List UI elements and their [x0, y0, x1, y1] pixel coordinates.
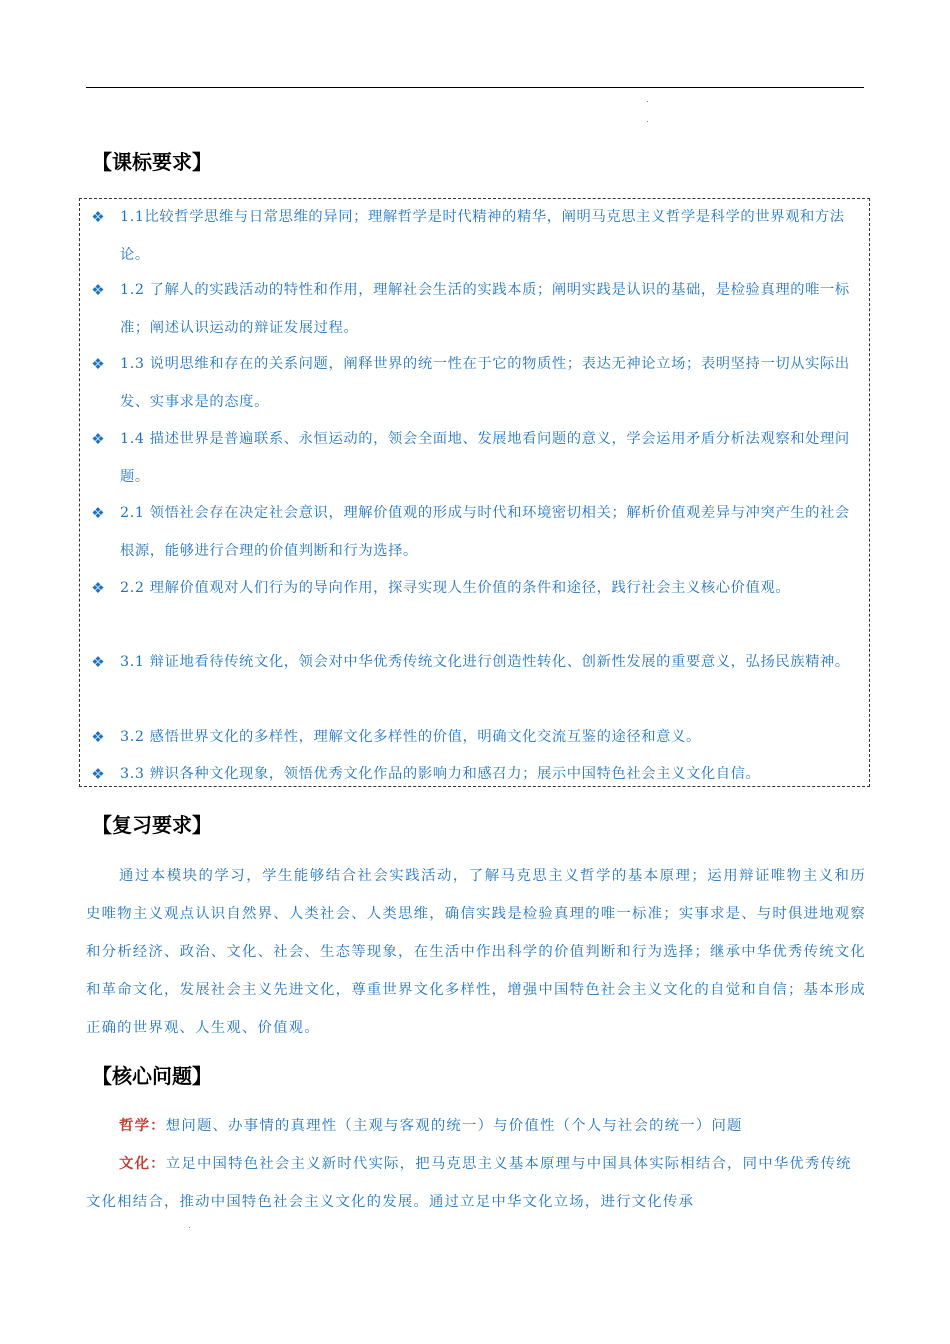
diamond-bullet-icon: ❖ — [91, 208, 105, 226]
standard-text: 1.1比较哲学思维与日常思维的异同；理解哲学是时代精神的精华，阐明马克思主义哲学是科学的世界观和方法论。 — [120, 209, 845, 263]
standard-item — [86, 718, 862, 756]
speck — [647, 121, 648, 122]
standard-item — [86, 569, 862, 644]
speck — [189, 1227, 190, 1228]
standard-item — [86, 755, 862, 793]
core-item-philosophy — [86, 1107, 866, 1145]
heading-core: 【核心问题】 — [92, 1064, 212, 1088]
standard-item — [86, 198, 862, 273]
diamond-bullet-icon: ❖ — [91, 430, 105, 448]
standard-item — [86, 643, 862, 718]
standard-text: 3.1 辩证地看待传统文化，领会对中华优秀传统文化进行创造性转化、创新性发展的重要意义，弘扬民族精神。 — [120, 654, 850, 670]
heading-review: 【复习要求】 — [92, 813, 212, 837]
core-item-culture — [86, 1145, 866, 1221]
diamond-bullet-icon: ❖ — [91, 579, 105, 597]
review-paragraph: 通过本模块的学习，学生能够结合社会实践活动，了解马克思主义哲学的基本原理；运用辩证唯物主义和历史唯物主义观点认识自然界、人类社会、人类思维，确信实践是检验真理的唯一标准；实事求是、与时俱进地观察和分析经济、政治、文化、社会、生态等现象，在生活中作出科学的价值判断和行为选择；继承中华优秀传统文化和革命文化，发展社会主义先进文化，尊重世界文化多样性，增强中国特色社会主义文化的自觉和自信；基本形成正确的世界观、人生观、价值观。 — [86, 868, 866, 1036]
standard-text: 3.3 辨识各种文化现象，领悟优秀文化作品的影响力和感召力；展示中国特色社会主义文化自信。 — [120, 766, 761, 782]
diamond-bullet-icon: ❖ — [91, 355, 105, 373]
speck — [647, 101, 648, 102]
core-text: 立足中国特色社会主义新时代实际，把马克思主义基本原理与中国具体实际相结合，同中华优秀传统文化相结合，推动中国特色社会主义文化的发展。通过立足中华文化立场，进行文化传承 — [86, 1156, 852, 1210]
diamond-bullet-icon: ❖ — [91, 653, 105, 671]
diamond-bullet-icon: ❖ — [91, 728, 105, 746]
standard-item — [86, 420, 862, 495]
core-label: 文化： — [119, 1155, 166, 1172]
standard-text: 2.1 领悟社会存在决定社会意识，理解价值观的形成与时代和环境密切相关；解析价值观差异与冲突产生的社会根源，能够进行合理的价值判断和行为选择。 — [120, 505, 850, 559]
standard-text: 1.2 了解人的实践活动的特性和作用，理解社会生活的实践本质；阐明实践是认识的基础，是检验真理的唯一标准；阐述认识运动的辩证发展过程。 — [120, 282, 850, 336]
core-text: 想问题、办事情的真理性（主观与客观的统一）与价值性（个人与社会的统一）问题 — [165, 1118, 743, 1134]
standard-item — [86, 345, 862, 420]
diamond-bullet-icon: ❖ — [91, 765, 105, 783]
diamond-bullet-icon: ❖ — [91, 504, 105, 522]
standard-text: 3.2 感悟世界文化的多样性，理解文化多样性的价值，明确文化交流互鉴的途径和意义。 — [120, 729, 701, 745]
diamond-bullet-icon: ❖ — [91, 281, 105, 299]
standard-text: 2.2 理解价值观对人们行为的导向作用，探寻实现人生价值的条件和途径，践行社会主义核心价值观。 — [120, 580, 791, 596]
standard-item — [86, 494, 862, 569]
core-label: 哲学： — [119, 1117, 166, 1134]
header-rule — [86, 87, 864, 88]
heading-standards: 【课标要求】 — [92, 150, 212, 174]
standard-text: 1.4 描述世界是普遍联系、永恒运动的，领会全面地、发展地看问题的意义，学会运用矛盾分析法观察和处理问题。 — [120, 431, 850, 485]
standard-text: 1.3 说明思维和存在的关系问题，阐释世界的统一性在于它的物质性；表达无神论立场；表明坚持一切从实际出发、实事求是的态度。 — [120, 356, 850, 410]
standard-item — [86, 271, 862, 346]
